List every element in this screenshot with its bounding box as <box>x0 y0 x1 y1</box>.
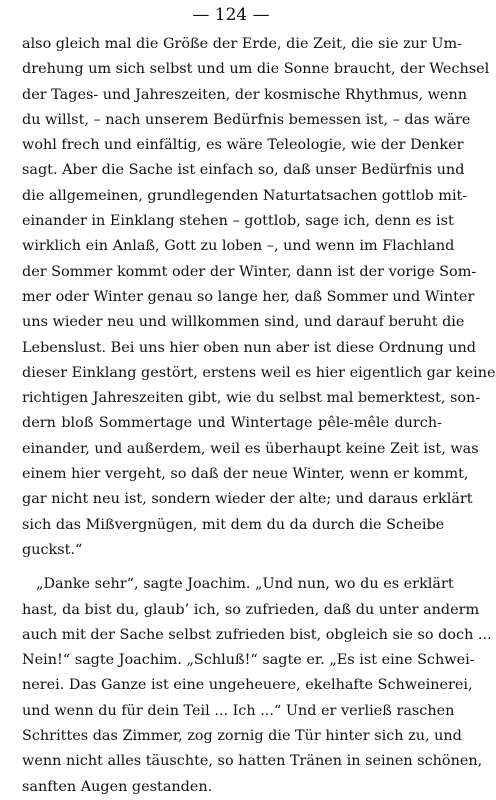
text-line: guckst.“ <box>22 541 83 558</box>
text-line: sich das Mißvergnügen, mit dem du da durch die Scheibe <box>22 516 445 533</box>
text-line: „Danke sehr“, sagte Joachim. „Und nun, wo du es erklärt <box>36 576 454 593</box>
text-line: wohl frech und einfältig, es wäre Teleologie, wie der Denker <box>22 137 464 154</box>
text-line: hast, da bist du, glaub’ ich, so zufrieden, daß du unter anderm <box>22 601 480 618</box>
text-line: Schrittes das Zimmer, zog zornig die Tür hinter sich zu, und <box>22 728 462 745</box>
text-line: der Sommer kommt oder der Winter, dann ist der vorige Som- <box>22 263 477 280</box>
text-line: drehung um sich selbst und um die Sonne braucht, der Wechsel <box>22 61 490 78</box>
text-line: wenn nicht alles täuschte, so hatten Tränen in seinen schönen, <box>22 753 483 770</box>
text-line: uns wieder neu und willkommen sind, und darauf beruht die <box>22 314 465 331</box>
text-line: Lebenslust. Bei uns hier oben nun aber ist diese Ordnung und <box>22 339 477 356</box>
text-line: Nein!“ sagte Joachim. „Schluß!“ sagte er. „Es ist eine Schwei- <box>22 652 475 669</box>
text-line: sagt. Aber die Sache ist einfach so, daß unser Bedürfnis und <box>22 162 465 179</box>
text-line: der Tages- und Jahreszeiten, der kosmische Rhythmus, wenn <box>22 86 468 103</box>
text-line: wirklich ein Anlaß, Gott zu loben –, und wenn im Flachland <box>22 238 455 255</box>
paragraph-spacer <box>22 563 442 572</box>
text-line: du willst, – nach unserem Bedürfnis bemessen ist, – das wäre <box>22 111 471 128</box>
text-line: also gleich mal die Größe der Erde, die Zeit, die sie zur Um- <box>22 36 463 52</box>
text-line: gar nicht neu ist, sondern wieder der alte; und daraus erklärt <box>22 491 473 508</box>
paragraph-1 <box>22 32 496 563</box>
text-line: die allgemeinen, grundlegenden Naturtatsachen gottlob mit- <box>22 187 468 204</box>
text-line: einem hier vergeht, so daß der neue Winter, wenn er kommt, <box>22 466 469 483</box>
text-line: mer oder Winter genau so lange her, daß Sommer und Winter <box>22 288 475 305</box>
text-line: dieser Einklang gestört, erstens weil es hier eigentlich gar keine <box>22 364 496 381</box>
text-line: und wenn du für dein Teil ... Ich ...“ Und er verließ raschen <box>22 702 455 719</box>
paragraph-2 <box>22 572 492 800</box>
text-line: einander in Einklang stehen – gottlob, sage ich, denn es ist <box>22 213 454 230</box>
text-line: auch mit der Sache selbst zufrieden bist, obgleich sie so doch ... <box>22 626 492 643</box>
page-body <box>22 32 496 800</box>
text-line: einander, und außerdem, weil es überhaupt keine Zeit ist, was <box>22 440 479 457</box>
text-line: sanften Augen gestanden. <box>22 778 213 795</box>
page-number: — 124 — <box>192 5 270 25</box>
text-line: nerei. Das Ganze ist eine ungeheuere, ekelhafte Schweinerei, <box>22 677 473 694</box>
text-line: dern bloß Sommertage und Wintertage pêle-mêle durch- <box>22 415 442 432</box>
text-line: richtigen Jahreszeiten gibt, wie du selbst mal bemerktest, son- <box>22 390 481 407</box>
